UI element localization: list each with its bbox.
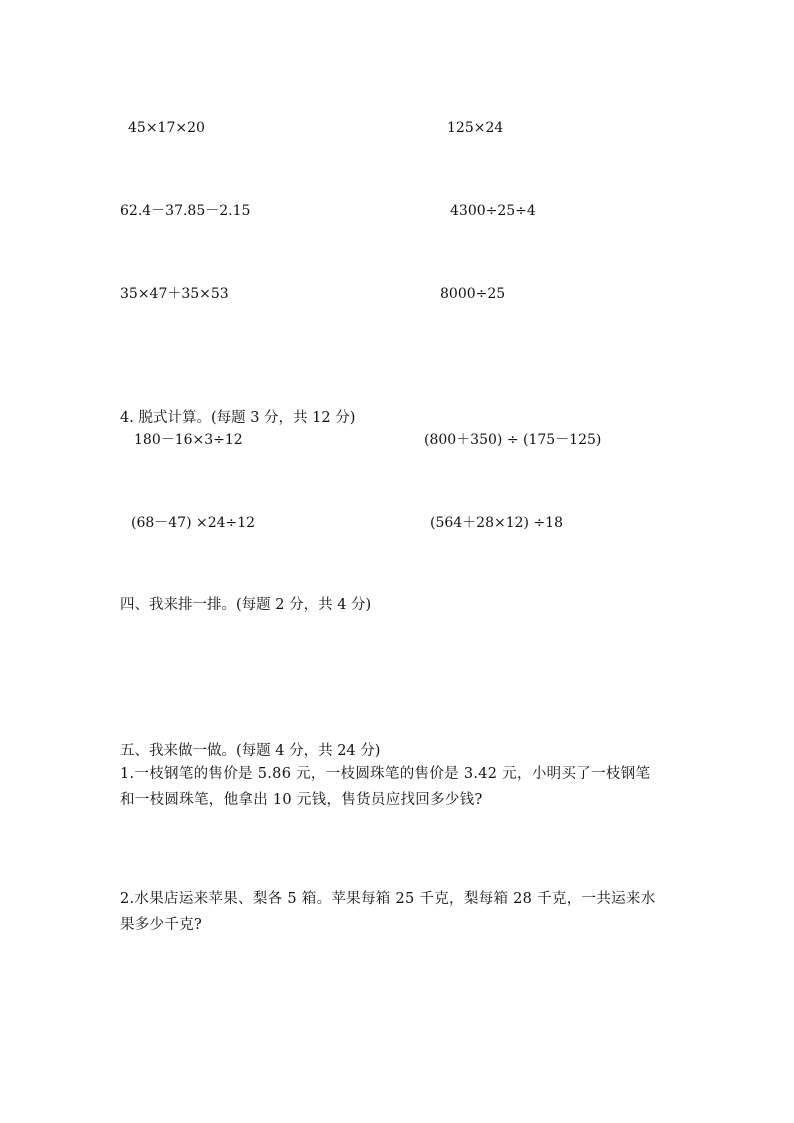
word-problem-2-line-1: 2.水果店运来苹果、梨各 5 箱。苹果每箱 25 千克，梨每箱 28 千克，一共运来水 (120, 891, 656, 907)
calc-expression-3-1: 35×47＋35×53 (120, 286, 229, 302)
word-problem-1-line-1: 1.一枝钢笔的售价是 5.86 元，一枝圆珠笔的售价是 3.42 元，小明买了一枝钢笔 (120, 766, 651, 782)
step-calc-expression-3: (68－47) ×24÷12 (131, 515, 256, 531)
word-problem-2-line-2: 果多少千克? (120, 917, 203, 933)
calc-expression-1-2: 125×24 (447, 120, 504, 136)
word-problem-1 (120, 761, 680, 813)
calc-expression-2-2: 4300÷25÷4 (450, 203, 536, 219)
step-calc-expression-2: (800＋350) ÷ (175－125) (424, 432, 602, 448)
section-five-heading: 五、我来做一做。(每题 4 分，共 24 分) (120, 743, 381, 759)
calc-expression-2-1: 62.4－37.85－2.15 (120, 203, 251, 219)
step-calc-expression-1: 180－16×3÷12 (134, 432, 243, 448)
section-four-heading: 四、我来排一排。(每题 2 分，共 4 分) (120, 597, 372, 613)
calc-expression-3-2: 8000÷25 (440, 286, 506, 302)
step-calc-expression-4: (564＋28×12) ÷18 (430, 515, 563, 531)
section-4-heading: 4. 脱式计算。(每题 3 分，共 12 分) (120, 410, 356, 426)
word-problem-2 (120, 886, 680, 938)
calc-expression-1-1: 45×17×20 (128, 120, 205, 136)
word-problem-1-line-2: 和一枝圆珠笔，他拿出 10 元钱，售货员应找回多少钱? (120, 792, 483, 808)
